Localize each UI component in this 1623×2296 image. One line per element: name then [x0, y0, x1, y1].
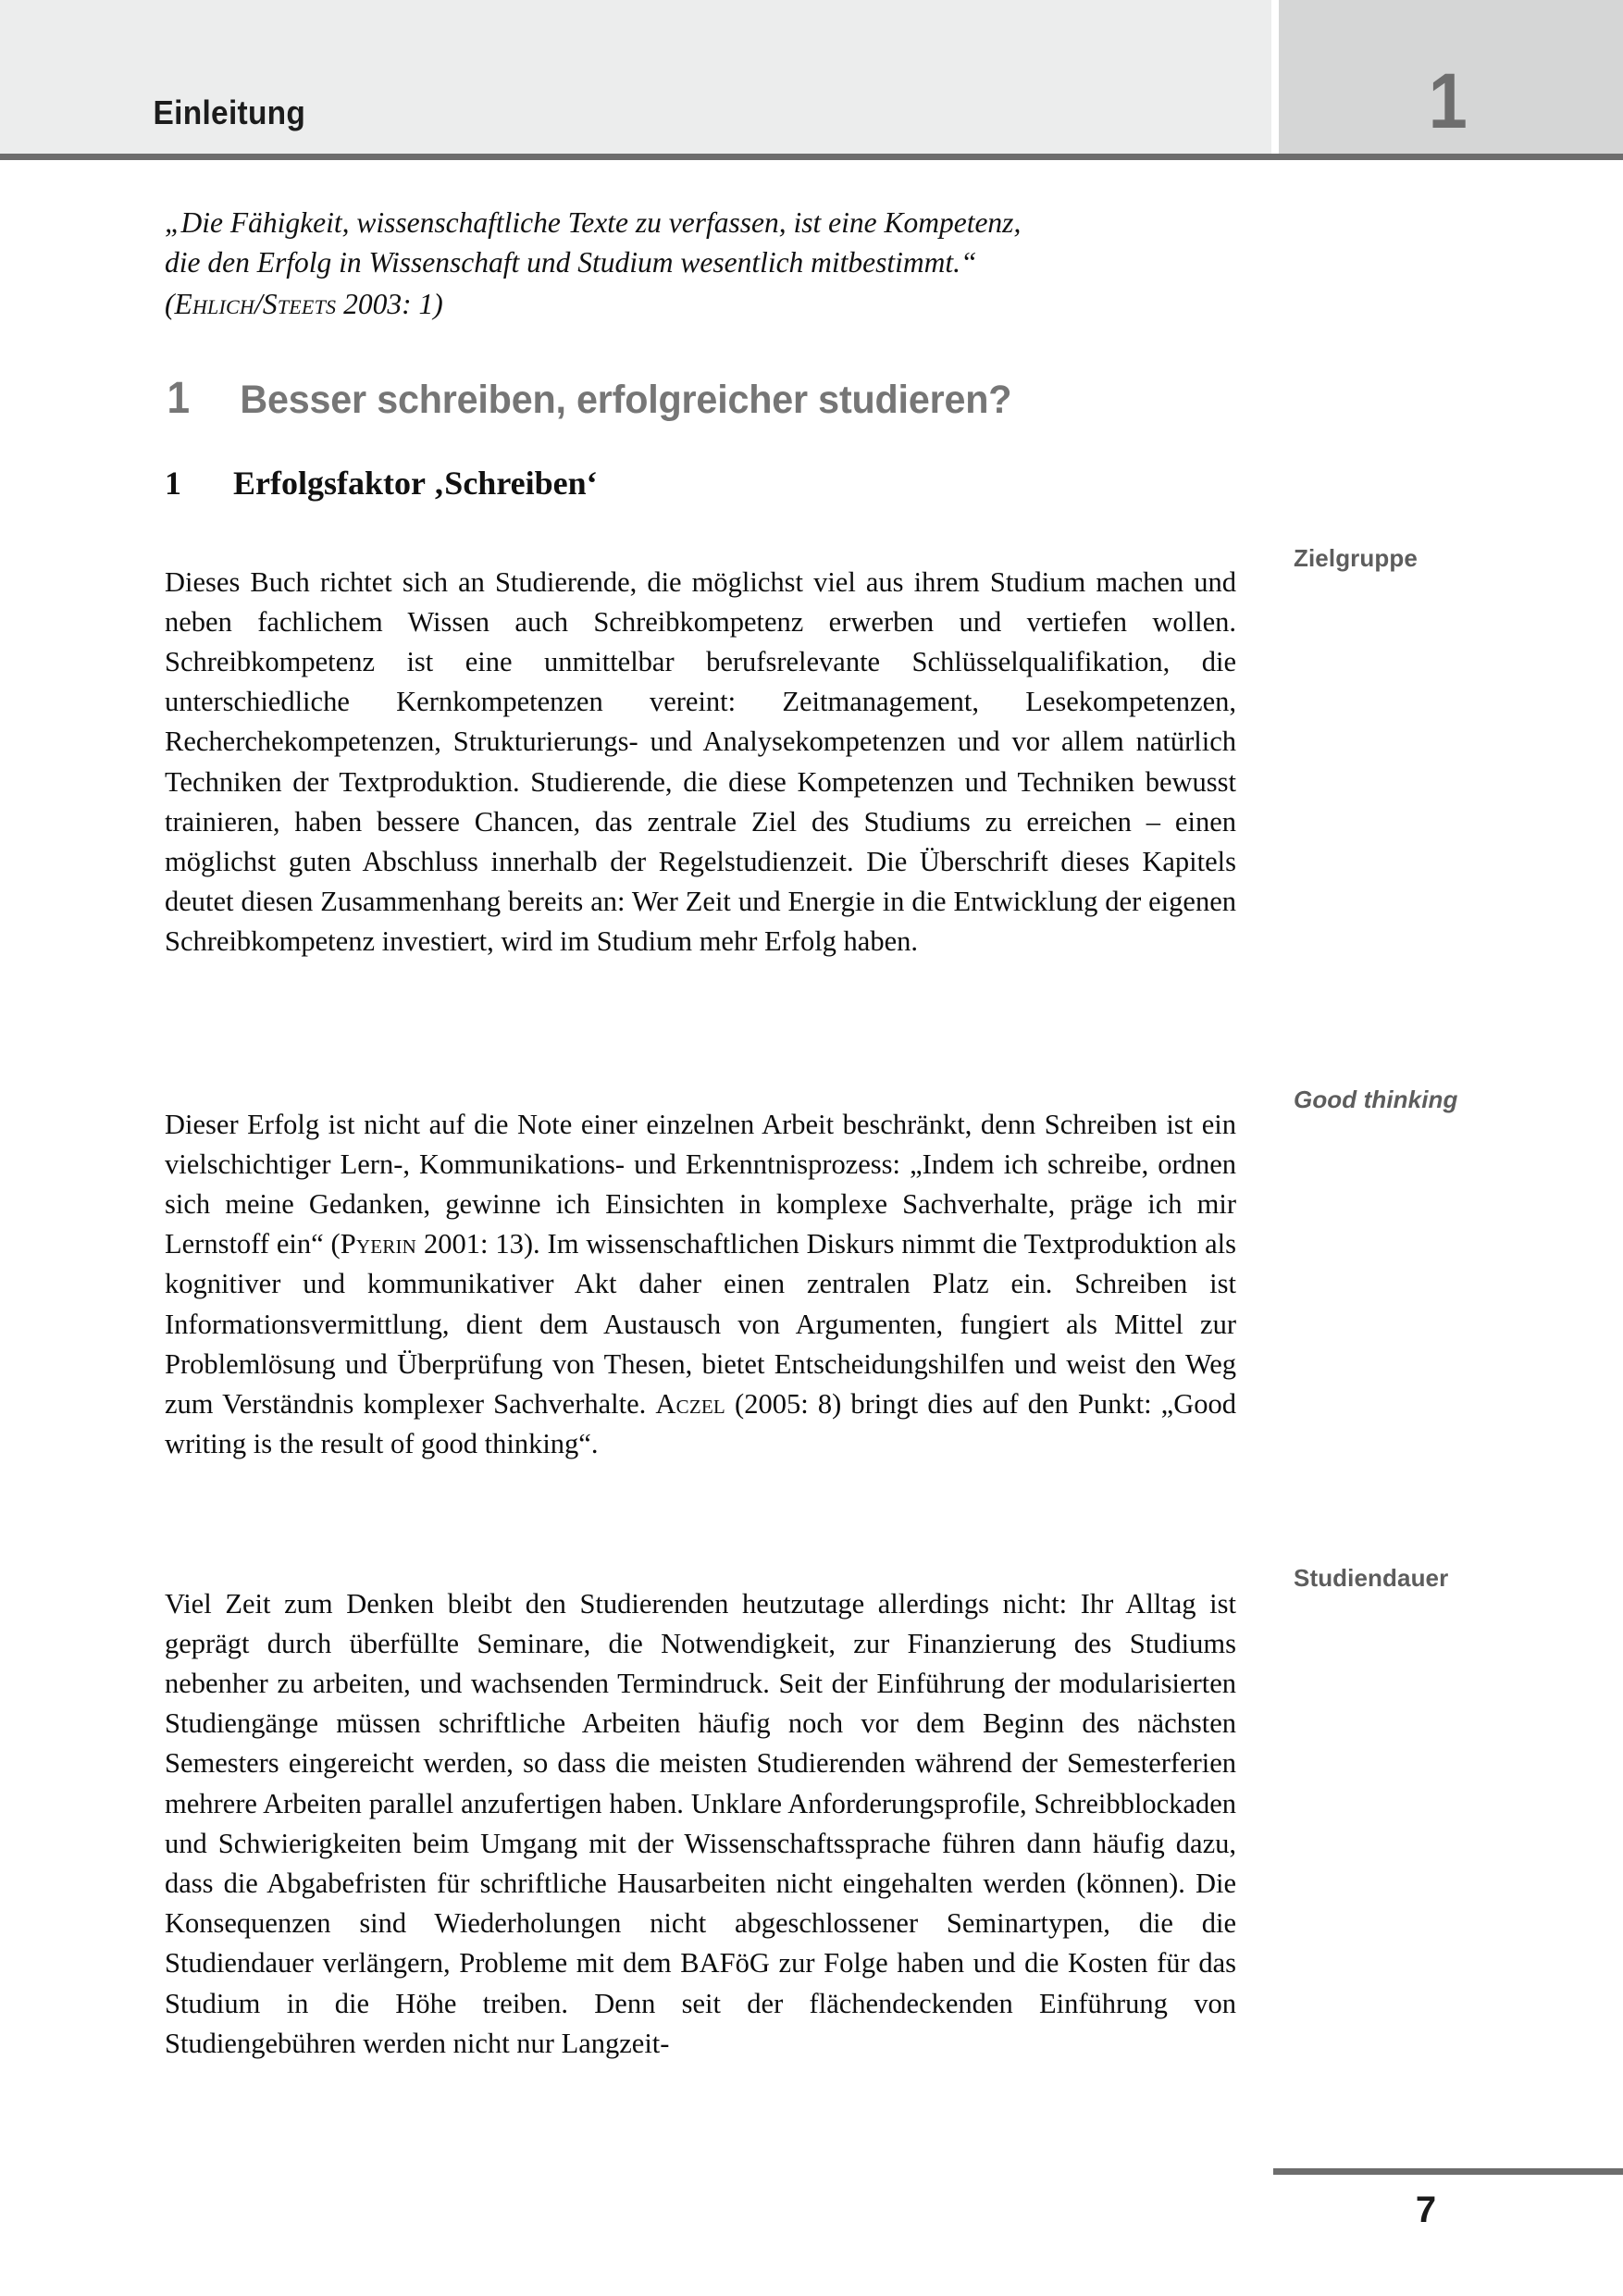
margin-note-studiendauer: Studiendauer [1294, 1564, 1449, 1592]
epigraph-source-authors: Ehlich/Steets [174, 287, 337, 320]
epigraph-source-open: ( [165, 287, 175, 320]
chapter-heading [165, 373, 1257, 424]
epigraph-source [165, 285, 1236, 325]
header-chapter-number: 1 [1428, 57, 1468, 145]
paragraph-2-text-part-3: (2005: 8) bringt dies auf den Punkt: „Good writing is the result of good thinking“. [165, 1387, 1236, 1460]
epigraph [165, 204, 1236, 324]
running-header-title: Einleitung [153, 93, 306, 131]
page-number: 7 [1415, 2190, 1437, 2230]
body-paragraph-1: Dieses Buch richtet sich an Studierende, die möglichst viel aus ihrem Studium machen und neben fachlichem Wissen auch Schreibkompetenz erwerben und vertiefen wollen. Schreibkompetenz ist eine unmittelbar berufsrelevante Schlüsselqualifikation, die unterschiedliche Kernkompetenzen vereint: Zeitmanagement, Lesekompetenzen, Recherchekompetenzen, Strukturierungs- und Analysekompetenzen und vor allem natürlich Techniken der Textproduktion. Studierende, die diese Kompetenzen und Techniken bewusst trainieren, haben bessere Chancen, das zentrale Ziel des Studiums zu erreichen – einen möglichst guten Abschluss innerhalb der Regelstudienzeit. Die Überschrift dieses Kapitels deutet diesen Zusammenhang bereits an: Wer Zeit und Energie in die Entwicklung der eigenen Schreibkompetenz investiert, wird im Studium mehr Erfolg haben. [165, 565, 1236, 958]
epigraph-source-rest: 2003: 1) [336, 287, 443, 320]
citation-author-pyerin: Pyerin [340, 1228, 417, 1260]
body-paragraph-2 [165, 1105, 1236, 1465]
header-chapter-box [1279, 0, 1623, 154]
section-heading-number: 1 [165, 465, 181, 502]
paragraph-2-text-part-2: 2001: 13). Im wissenschaftlichen Diskurs nimmt die Textproduktion als kognitiver und kommunikativer Akt daher einen zentralen Platz ein. Schreiben ist Informationsvermittlung, dient dem Austausch von Argumenten, fungiert als Mittel zur Problemlösung und Überprüfung von Thesen, bietet Entscheidungshilfen und weist den Weg zum Verständnis komplexer Sachverhalte. [165, 1228, 1236, 1420]
header-bottom-rule [0, 154, 1623, 160]
section-heading-title: Erfolgsfaktor ‚Schreiben‘ [233, 465, 598, 502]
epigraph-line-2: die den Erfolg in Wissenschaft und Studium wesentlich mitbestimmt.“ [165, 245, 977, 279]
page-header [0, 0, 1623, 154]
footer-rule [1273, 2168, 1623, 2175]
paragraph-2-text-part-1: Dieser Erfolg ist nicht auf die Note einer einzelnen Arbeit beschränkt, denn Schreiben ist ein vielschichtiger Lern-, Kommunikations- und Erkenntnisprozess: „Indem ich schreibe, ordnen sich meine Gedanken, gewinne ich Einsichten in komplexe Sachverhalte, präge ich mir Lernstoff ein“ ( [165, 1108, 1236, 1260]
chapter-heading-title: Besser schreiben, erfolgreicher studieren? [240, 378, 1012, 422]
margin-note-zielgruppe: Zielgruppe [1294, 544, 1418, 572]
header-divider [1271, 0, 1279, 154]
margin-note-good-thinking: Good thinking [1294, 1086, 1458, 1113]
section-heading [165, 464, 1257, 503]
epigraph-line-1: „Die Fähigkeit, wissenschaftliche Texte zu verfassen, ist eine Kompetenz, [165, 206, 1022, 239]
header-title-band [0, 0, 1271, 154]
body-paragraph-3: Viel Zeit zum Denken bleibt den Studierenden heutzutage allerdings nicht: Ihr Alltag ist geprägt durch überfüllte Seminare, die Notwendigkeit, zur Finanzierung des Studiums nebenher zu arbeiten, und wachsenden Termindruck. Seit der Einführung der modularisierten Studiengänge müssen schriftliche Arbeiten häufig noch vor dem Beginn des nächsten Semesters eingereicht werden, so dass die meisten Studierenden während der Semesterferien mehrere Arbeiten parallel anzufertigen haben. Unklare Anforderungsprofile, Schreibblockaden und Schwierigkeiten beim Umgang mit der Wissenschaftssprache führen dann häufig dazu, dass die Abgabefristen für schriftliche Hausarbeiten nicht eingehalten werden (können). Die Konsequenzen sind Wiederholungen nicht abgeschlossener Seminartypen, die die Studiendauer verlängern, Probleme mit dem BAFöG zur Folge haben und die Kosten für das Studium in die Höhe treiben. Denn seit der flächendeckenden Einführung von Studiengebühren werden nicht nur Langzeit- [165, 1587, 1236, 2059]
chapter-heading-number: 1 [167, 374, 191, 423]
citation-author-aczel: Aczel [655, 1387, 725, 1420]
